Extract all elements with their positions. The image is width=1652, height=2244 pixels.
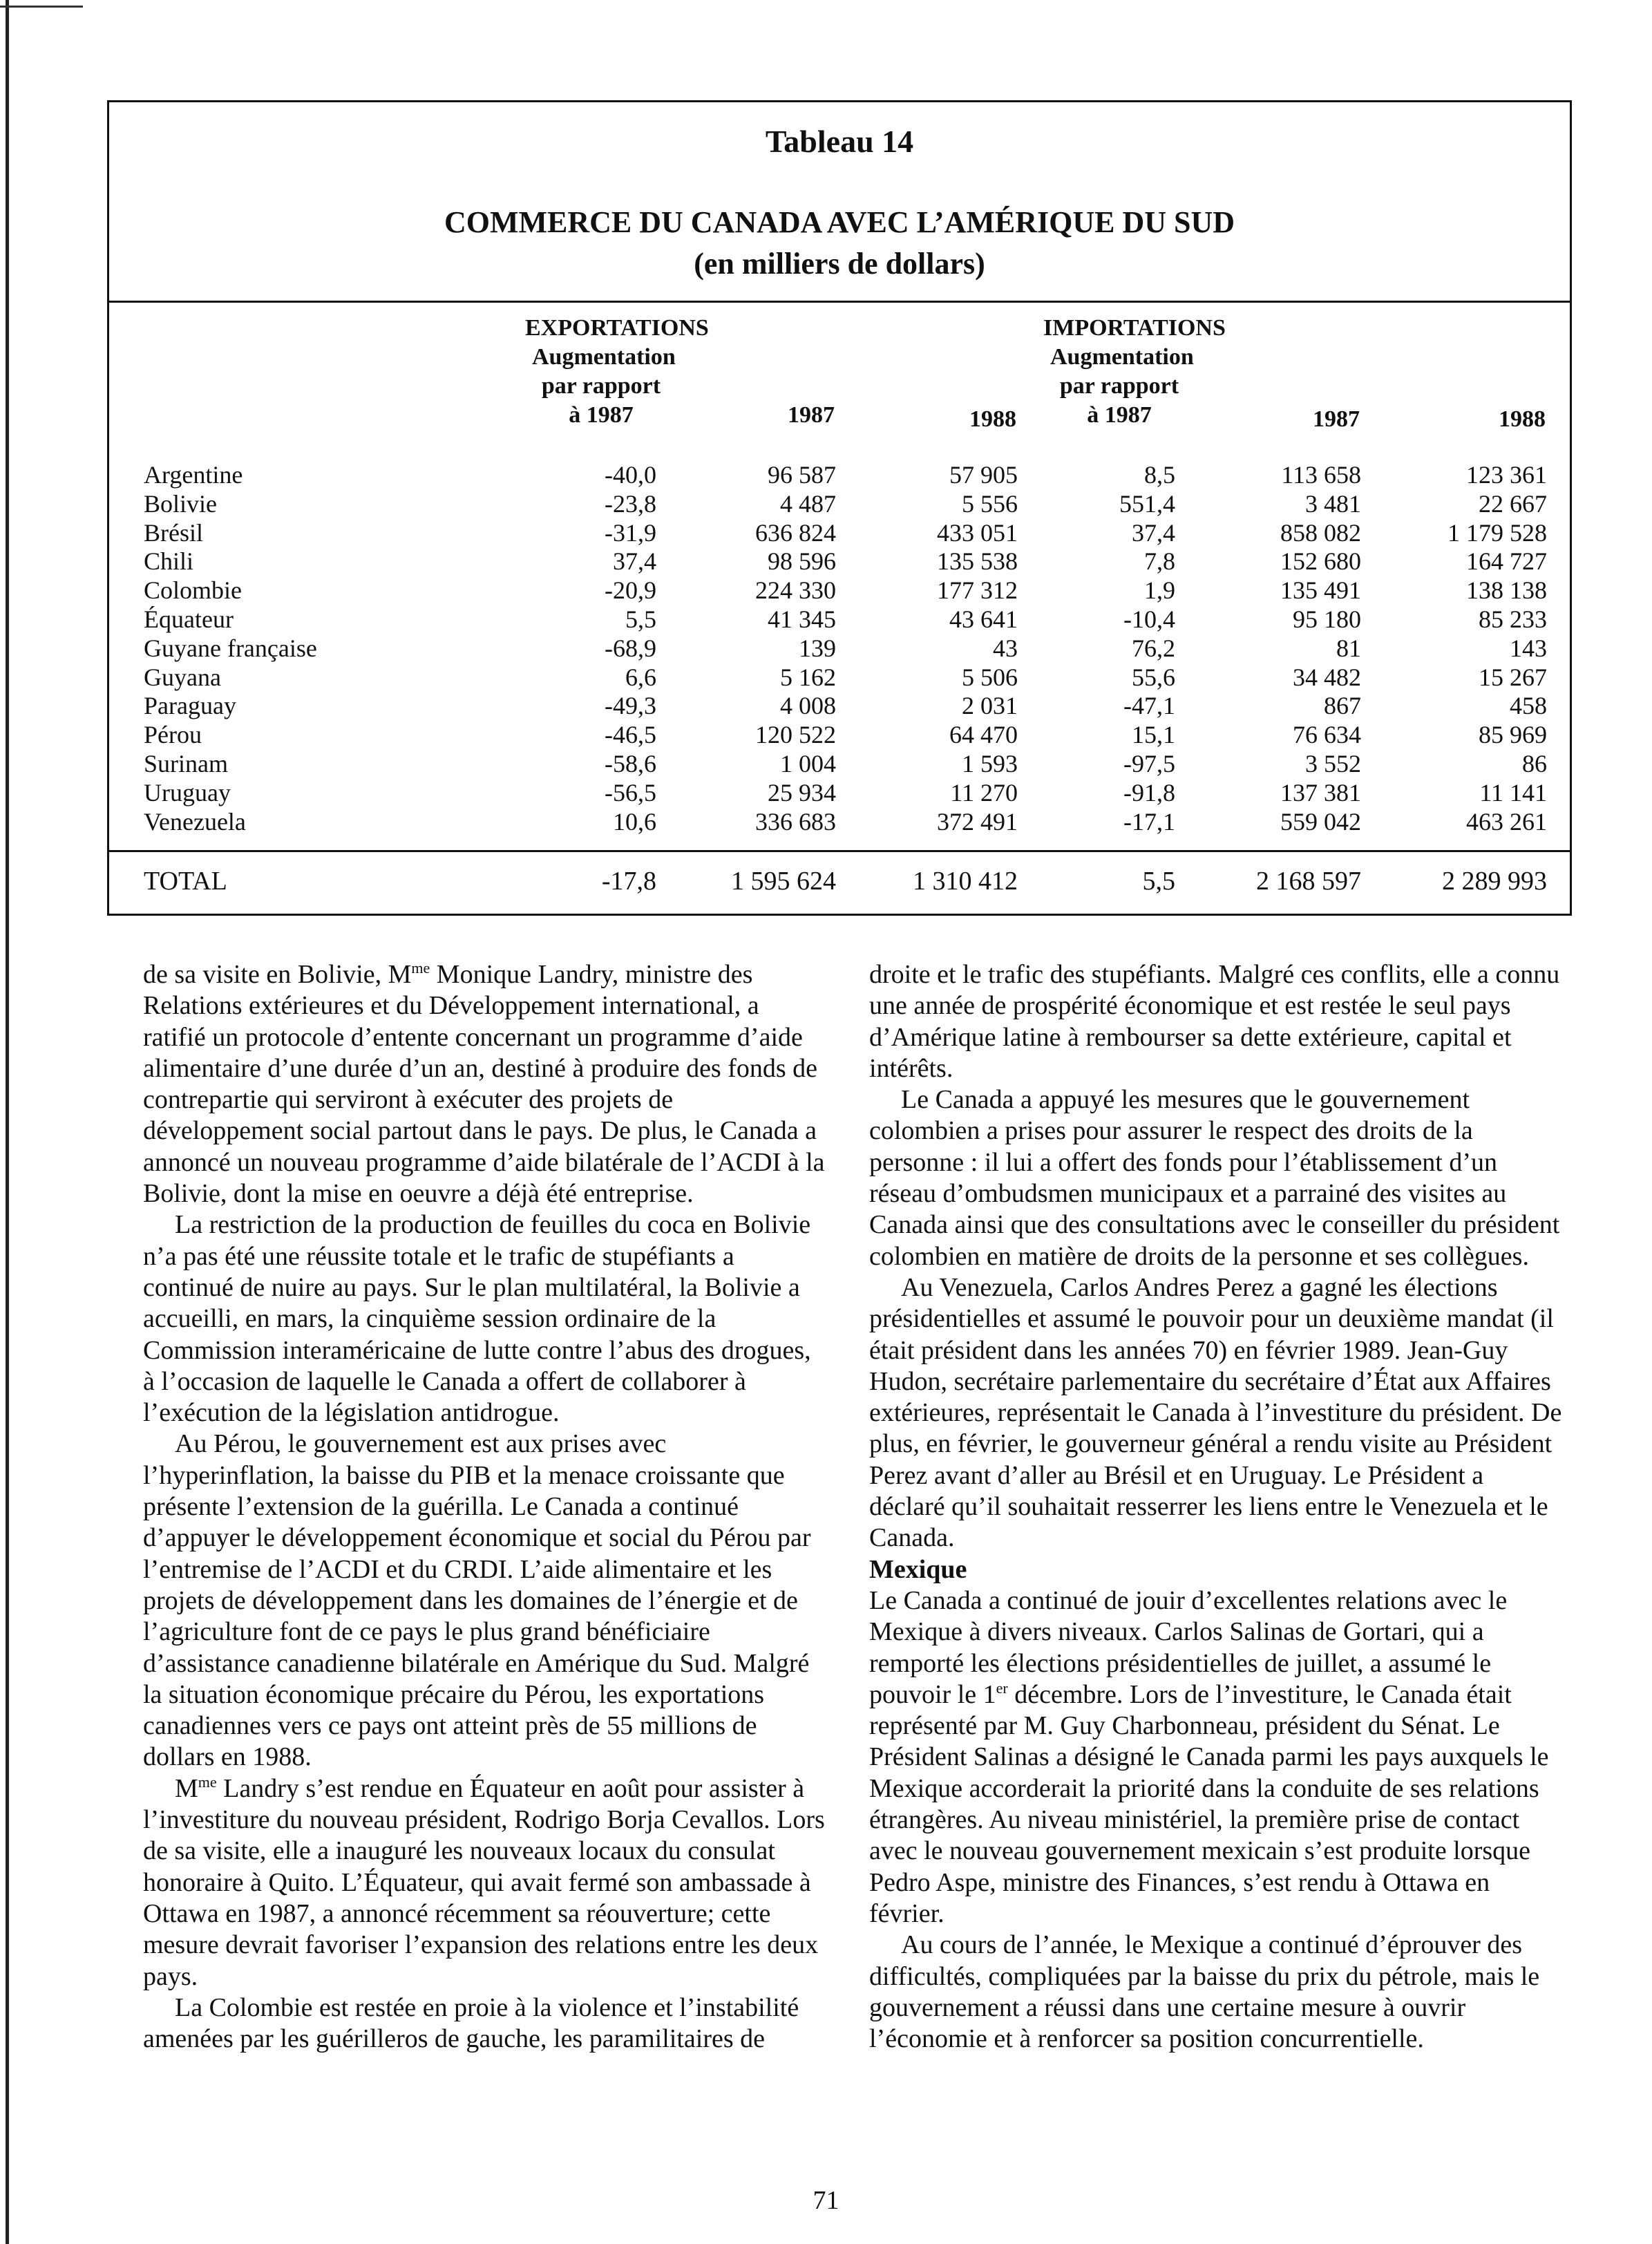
exp-1988-cell: 43 641 [949,605,1018,633]
imp-1988-cell: 86 [1522,750,1547,777]
exp-1987-cell: 96 587 [768,461,836,489]
imp-aug-cell: 7,8 [1144,547,1175,576]
imp-1987-cell: 113 658 [1281,461,1361,489]
imp-1987-cell: 34 482 [1293,663,1361,691]
header-exports: EXPORTATIONS [525,315,709,341]
imp-1987-cell: 95 180 [1293,605,1361,633]
imp-1988-cell: 458 [1510,692,1547,720]
country-cell: Guyane française [144,634,317,662]
exp-1987-cell: 139 [799,634,836,662]
exp-aug-cell: -23,8 [605,489,656,518]
imp-1988-cell: 143 [1510,634,1547,662]
header-imp-aug-1: Augmentation [1050,344,1194,370]
imp-1988-cell: 11 141 [1479,778,1547,807]
imp-1988-cell: 22 667 [1479,489,1547,518]
imp-1987-cell: 135 491 [1280,576,1361,605]
imp-aug-cell: 15,1 [1132,721,1175,749]
exp-aug-cell: -40,0 [605,461,656,489]
exp-1988-cell: 372 491 [937,807,1018,836]
imp-1987-cell: 137 381 [1280,778,1361,807]
exp-1988-cell: 177 312 [937,576,1018,605]
table-title: Tableau 14 [765,124,914,159]
scan-border-top [0,6,83,8]
imp-aug-cell: -10,4 [1123,605,1175,633]
exp-1988-cell: 11 270 [950,778,1018,807]
exp-aug-cell: 10,6 [613,807,656,836]
imp-aug-cell: -97,5 [1123,750,1175,777]
section-heading-mexique: Mexique [869,1554,967,1584]
exp-1988-cell: 1 593 [962,750,1018,777]
imp-1988-cell: 1 179 528 [1447,518,1547,547]
imp-1988-cell: 463 261 [1466,807,1547,836]
exp-1987-cell: 4 008 [780,692,836,720]
header-imp-1988: 1988 [1499,406,1546,432]
exp-aug-cell: -20,9 [605,576,656,605]
imp-aug-cell: 5,5 [1142,867,1175,896]
imp-1988-cell: 85 233 [1479,605,1547,633]
imp-1988-cell: 2 289 993 [1442,867,1547,896]
imp-1988-cell: 164 727 [1466,547,1547,576]
imp-aug-cell: 1,9 [1144,576,1175,605]
paragraph: droite et le trafic des stupéfiants. Malgré ces conflits, elle a connu une année de prospérité économique et est restée le seul pays d’Amérique latine à rembourser sa dette extérieure, capital et intérêts. [869,960,1560,1083]
exp-1987-cell: 4 487 [780,489,836,518]
country-cell: Argentine [144,461,243,489]
header-imp-aug-2: par rapport [1059,373,1179,399]
exp-1988-cell: 57 905 [949,461,1018,489]
imp-1987-cell: 867 [1324,692,1361,720]
imp-aug-cell: -91,8 [1123,778,1175,807]
imp-1987-cell: 2 168 597 [1256,867,1361,896]
exp-aug-cell: 6,6 [625,663,656,691]
text-column-right [869,959,1564,2055]
imp-1987-cell: 559 042 [1280,807,1361,836]
paragraph: Le Canada a continué de jouir d’excellentes relations avec le Mexique à divers niveaux. Carlos Salinas de Gortari, qui a remporté les élections présidentielles de juillet, a assumé le pouvoir le 1er décembre. Lors de l’investiture, le Canada était représenté par M. Guy Charbonneau, président du Sénat. Le Président Salinas a désigné le Canada parmi les pays auxquels le Mexique accorderait la priorité dans la conduite de ses relations étrangères. Au niveau ministériel, la première prise de contact avec le nouveau gouvernement mexicain s’est produite lorsque Pedro Aspe, ministre des Finances, s’est rendu à Ottawa en février. [869,1585,1549,1928]
exp-1988-cell: 2 031 [962,692,1018,720]
exp-aug-cell: -31,9 [605,518,656,547]
paragraph: La Colombie est restée en proie à la violence et l’instabilité amenées par les guérilleros de gauche, les paramilitaires de [143,1992,799,2054]
paragraph: Au Pérou, le gouvernement est aux prises avec l’hyperinflation, la baisse du PIB et la menace croissante que présente l’extension de la guérilla. Le Canada a continué d’appuyer le développement économique et social du Pérou par l’entremise de l’ACDI et du CRDI. L’aide alimentaire et les projets de développement dans les domaines de l’énergie et de l’agriculture font de ce pays le plus grand bénéficiaire d’assistance canadienne bilatérale en Amérique du Sud. Malgré la situation économique précaire du Pérou, les exportations canadiennes vers ce pays ont atteint près de 55 millions de dollars en 1988. [143,1429,811,1772]
exp-1988-cell: 135 538 [937,547,1018,576]
exp-1987-cell: 224 330 [755,576,836,605]
exp-1987-cell: 98 596 [768,547,836,576]
exp-aug-cell: -56,5 [605,778,656,807]
paragraph: de sa visite en Bolivie, $M^{me}$ Monique Landry, ministre des Relations extérieures et du Développement international, a ratifié un protocole d’entente concernant un programme d’aide alimentaire d’une durée d’un an, destiné à produire des fonds de contrepartie qui serviront à exécuter des projets de développement social partout dans le pays. De plus, le Canada a annoncé un nouveau programme d’aide bilatérale de l’ACDI à la Bolivie, dont la mise en oeuvre a déjà été entreprise. [143,959,825,1209]
exp-1987-cell: 41 345 [768,605,836,633]
exp-1988-cell: 1 310 412 [913,867,1018,896]
exp-1988-cell: 5 506 [962,663,1018,691]
scan-border [6,0,9,2244]
imp-1987-cell: 152 680 [1280,547,1361,576]
exp-1987-cell: 120 522 [755,721,836,749]
imp-1988-cell: 123 361 [1466,461,1547,489]
exp-1987-cell: 1 004 [780,750,836,777]
imp-1987-cell: 81 [1336,634,1361,662]
exp-aug-cell: -68,9 [605,634,656,662]
page-number: 71 [813,2186,839,2215]
exp-1988-cell: 433 051 [937,518,1018,547]
exp-1988-cell: 5 556 [962,489,1018,518]
exp-aug-cell: -58,6 [605,750,656,777]
paragraph: La restriction de la production de feuilles du coca en Bolivie n’a pas été une réussite totale et le trafic de stupéfiants a continué de nuire au pays. Sur le plan multilatéral, la Bolivie a accueilli, en mars, la cinquième session ordinaire de la Commission interaméricaine de lutte contre l’abus des drogues, à l’occasion de laquelle le Canada a offert de collaborer à l’exécution de la législation antidrogue. [143,1210,811,1428]
imp-aug-cell: 76,2 [1132,634,1175,662]
total-divider [109,850,1570,852]
paragraph: $M^{me}$ Landry s’est rendue en Équateur en août pour assister à l’investiture du nouveau président, Rodrigo Borja Cevallos. Lors de sa visite, elle a inauguré les nouveaux locaux du consulat honoraire à Quito. L’Équateur, qui avait fermé son ambassade à Ottawa en 1987, a annoncé récemment sa réouverture; cette mesure devrait favoriser l’expansion des relations entre les deux pays. [143,1773,825,1991]
exp-1988-cell: 64 470 [949,721,1018,749]
imp-aug-cell: -47,1 [1123,692,1175,720]
country-cell: Colombie [144,576,242,605]
header-imp-aug-3: à 1987 [1087,402,1152,428]
imp-1987-cell: 3 552 [1305,750,1361,777]
header-exp-1988: 1988 [969,406,1016,432]
country-cell: Équateur [144,605,234,633]
country-cell: Chili [144,547,194,576]
paragraph: Le Canada a appuyé les mesures que le gouvernement colombien a prises pour assurer le respect des droits de la personne : il lui a offert des fonds pour l’établissement d’un réseau d’ombudsmen municipaux et a parrainé des visites au Canada ainsi que des consultations avec le conseiller du président colombien en matière de droits de la personne et ses collègues. [869,1085,1560,1271]
country-cell: Bolivie [144,489,217,518]
header-imp-1987: 1987 [1313,406,1360,432]
header-imports: IMPORTATIONS [1043,315,1226,341]
imp-1988-cell: 138 138 [1466,576,1547,605]
imp-aug-cell: -17,1 [1123,807,1175,836]
exp-aug-cell: 5,5 [625,605,656,633]
imp-1988-cell: 15 267 [1479,663,1547,691]
exp-1987-cell: 1 595 624 [731,867,836,896]
country-cell: Guyana [144,663,221,691]
exp-1987-cell: 336 683 [755,807,836,836]
country-cell: Paraguay [144,692,236,720]
exp-1988-cell: 43 [993,634,1018,662]
header-exp-aug-3: à 1987 [569,402,634,428]
exp-aug-cell: -17,8 [601,867,656,896]
divider [109,301,1570,303]
imp-1987-cell: 3 481 [1305,489,1361,518]
country-cell: Uruguay [144,778,231,807]
exp-1987-cell: 5 162 [780,663,836,691]
country-cell: TOTAL [144,867,227,896]
country-cell: Surinam [144,750,228,777]
exp-1987-cell: 25 934 [768,778,836,807]
country-cell: Pérou [144,721,202,749]
imp-aug-cell: 55,6 [1132,663,1175,691]
header-exp-aug-2: par rapport [541,373,661,399]
paragraph: Au Venezuela, Carlos Andres Perez a gagné les élections présidentielles et assumé le pouvoir pour un deuxième mandat (il était président dans les années 70) en février 1989. Jean-Guy Hudon, secrétaire parlementaire du secrétaire d’État aux Affaires extérieures, représentait le Canada à l’investiture du président. De plus, en février, le gouverneur général a rendu visite au Président Perez avant d’aller au Brésil et en Uruguay. Le Président a déclaré qu’il souhaitait resserrer les liens entre le Venezuela et le Canada. [869,1272,1562,1553]
header-exp-aug-1: Augmentation [532,344,676,370]
header-exp-1987: 1987 [788,402,835,428]
table-14 [107,100,1572,916]
imp-1987-cell: 76 634 [1293,721,1361,749]
exp-aug-cell: -46,5 [605,721,656,749]
imp-1987-cell: 858 082 [1280,518,1361,547]
text-column-left [143,959,827,2055]
exp-aug-cell: -49,3 [605,692,656,720]
table-subheading: (en milliers de dollars) [694,247,985,281]
paragraph: Au cours de l’année, le Mexique a continué d’éprouver des difficultés, compliquées par la baisse du prix du pétrole, mais le gouvernement a réussi dans une certaine mesure à ouvrir l’économie et à renforcer sa position concurrentielle. [869,1930,1540,2054]
imp-aug-cell: 551,4 [1119,489,1175,518]
imp-1988-cell: 85 969 [1479,721,1547,749]
country-cell: Brésil [144,518,203,547]
imp-aug-cell: 37,4 [1132,518,1175,547]
exp-aug-cell: 37,4 [613,547,656,576]
imp-aug-cell: 8,5 [1144,461,1175,489]
table-heading: COMMERCE DU CANADA AVEC L’AMÉRIQUE DU SUD [444,205,1235,239]
exp-1987-cell: 636 824 [755,518,836,547]
country-cell: Venezuela [144,807,246,836]
